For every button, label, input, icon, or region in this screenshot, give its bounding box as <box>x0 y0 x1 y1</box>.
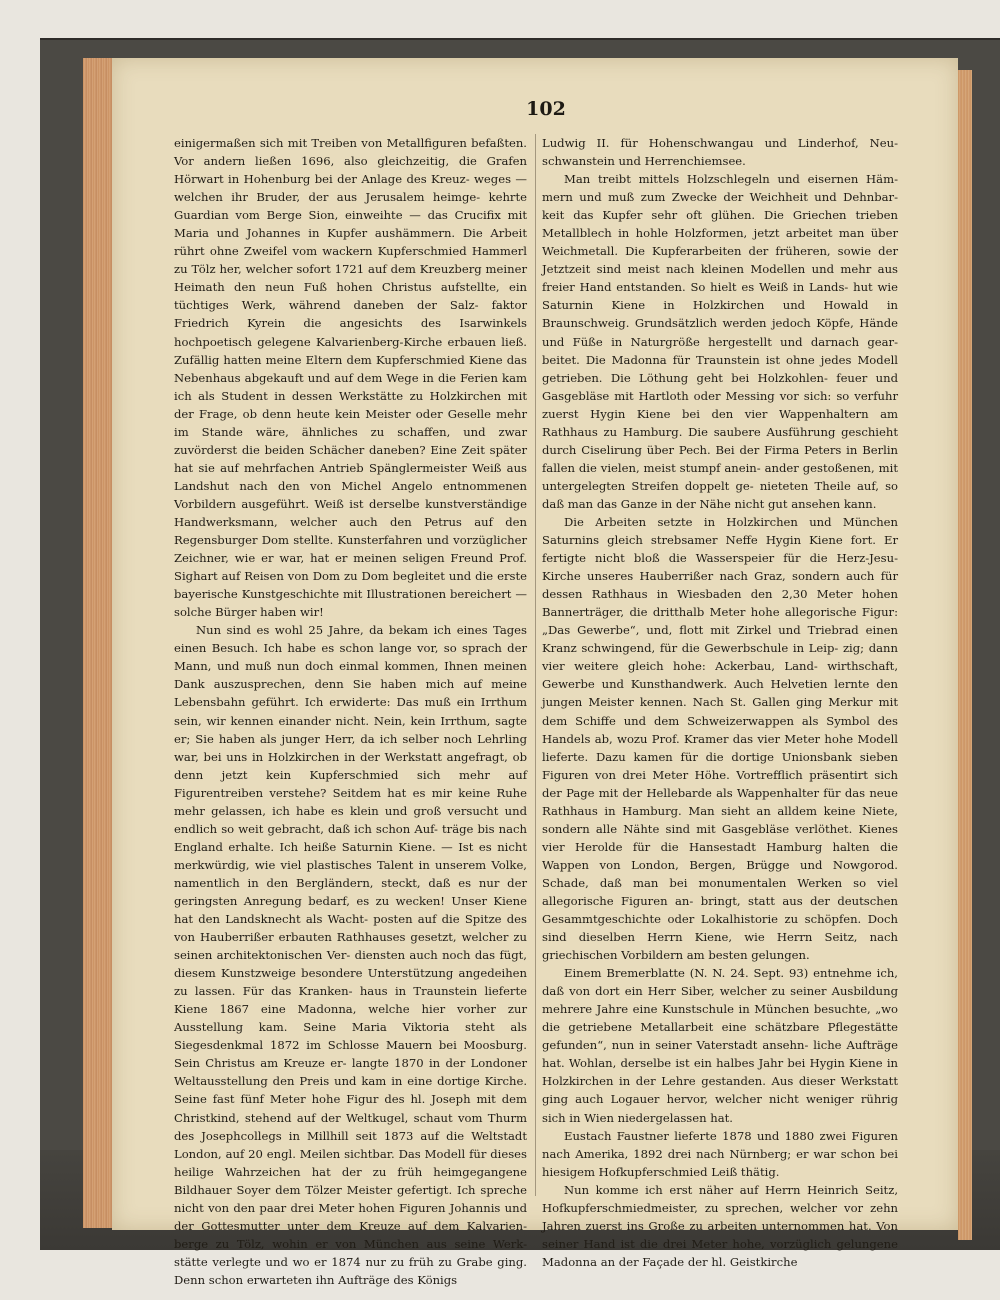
paragraph: Ludwig II. für Hohenschwangau und Linderhof, Neu- schwanstein und Herrenchiemsee. <box>542 136 898 169</box>
paragraph: Die Arbeiten setzte in Holzkirchen und München Saturnins gleich strebsamer Neffe Hygin Kiene fort. Er fertigte nicht bloß die Wasserspeier für die Herz-Jesu- Kirche unseres Hauberrißer nach Graz, sondern auch für dessen Rathhaus in Wiesbaden den 2,30 Meter hohen Bannerträger, die dritthalb Meter hohe allegorische Figur: „Das Gewerbe“, und, flott mit Zirkel und Triebrad einen Kranz schwingend, für die Gewerbschule in Leip- zig; dann vier weitere gleich hohe: Ackerbau, Land- wirthschaft, Gewerbe und Kunsthandwerk. Auch Helvetien lernte den jungen Meister kennen. Nach St. Gallen ging Merkur mit dem Schiffe und dem Schweizerwappen als Symbol des Handels ab, wozu Prof. Kramer das vier Meter hohe Modell lieferte. Dazu kamen für die dortige Unionsbank sieben Figuren von drei Meter Höhe. Vortrefflich präsentirt sich der Page mit der Hellebarde als Wappenhalter für das neue Rathhaus in Hamburg. Man sieht an alldem keine Niete, sondern alle Nähte sind mit Gasgebläse verlöthet. Kienes vier Herolde für die Hansestadt Hamburg halten die Wappen von London, Bergen, Brügge und Nowgorod. Schade, daß man bei monumentalen Werken so viel allegorische Figuren an- bringt, statt aus der deutschen Gesammtgeschichte oder Lokalhistorie zu schöpfen. Doch sind dieselben Herrn Kiene, wie Herrn Seitz, nach griechischen Vorbildern am besten gelungen. <box>542 514 898 963</box>
paragraph: Eustach Faustner lieferte 1878 und 1880 zwei Figuren nach Amerika, 1892 drei nach Nürnberg; er war schon bei hiesigem Hofkupferschmied Leiß thätig. <box>542 1128 898 1179</box>
paragraph: Einem Bremerblatte (N. N. 24. Sept. 93) entnehme ich, daß von dort ein Herr Siber, welcher zu seiner Ausbildung mehrere Jahre eine Kunstschule in München besuchte, „wo die getriebene Metallarbeit eine schätzbare Pflegestätte gefunden“, nun in seiner Vaterstadt ansehn- liche Aufträge hat. Wohlan, derselbe ist ein halbes Jahr bei Hygin Kiene in Holzkirchen in der Lehre gestanden. Aus dieser Werkstatt ging auch Logauer hervor, welcher nicht weniger rührig sich in Wien niedergelassen hat. <box>542 966 898 1125</box>
page-edges-right <box>958 70 972 1240</box>
left-text-column <box>174 134 527 1289</box>
paragraph: Nun sind es wohl 25 Jahre, da bekam ich eines Tages einen Besuch. Ich habe es schon lange vor, so sprach der Mann, und muß nun doch einmal kommen, Ihnen meinen Dank auszusprechen, denn Sie haben mich auf meine Lebensbahn geführt. Ich erwiderte: Das muß ein Irrthum sein, wir kennen einander nicht. Nein, kein Irrthum, sagte er; Sie haben als junger Herr, da ich selber noch Lehrling war, bei uns in Holzkirchen in der Werkstatt angefragt, ob denn jetzt kein Kupferschmied sich mehr auf Figurentreiben verstehe? Seitdem hat es mir keine Ruhe mehr gelassen, ich habe es klein und groß versucht und endlich so weit gebracht, daß ich schon Auf- träge bis nach England erhalte. Ich heiße Saturnin Kiene. — Ist es nicht merkwürdig, wie viel plastisches Talent in unserem Volke, namentlich in den Bergländern, steckt, daß es nur der geringsten Anregung bedarf, es zu wecken! Unser Kiene hat den Landsknecht als Wacht- posten auf die Spitze des von Hauberrißer erbauten Rathhauses gesetzt, welcher zu seinen architektonischen Ver- diensten auch noch das fügt, diesem Kunstzweige besondere Unterstützung angedeihen zu lassen. Für das Kranken- haus in Traunstein lieferte Kiene 1867 eine Madonna, welche hier vorher zur Ausstellung kam. Seine Maria Viktoria steht als Siegesdenkmal 1872 im Schlosse Mauern bei Moosburg. Sein Christus am Kreuze er- langte 1870 in der Londoner Weltausstellung den Preis und kam in eine dortige Kirche. Seine fast fünf Meter hohe Figur des hl. Joseph mit dem Christkind, stehend auf der Weltkugel, schaut vom Thurm des Josephcollegs in Millhill seit 1873 auf die Weltstadt London, auf 20 engl. Meilen sichtbar. Das Modell für dieses heilige Wahrzeichen hat der zu früh heimgegangene Bildhauer Soyer dem Tölzer Meister gefertigt. Ich spreche nicht von den paar drei Meter hohen Figuren Johannis und der Gottesmutter unter dem Kreuze auf dem Kalvarien- berge zu Tölz, wohin er von München aus seine Werk- stätte verlegte und wo er 1874 nur zu früh zu Grabe ging. Denn schon erwarteten ihn Aufträge des Königs <box>174 623 527 1287</box>
paragraph: Man treibt mittels Holzschlegeln und eisernen Häm- mern und muß zum Zwecke der Weichheit und Dehnbar- keit das Kupfer sehr oft glühen. Die Griechen trieben Metallblech in hohle Holzformen, jetzt arbeitet man über Weichmetall. Die Kupferarbeiten der früheren, sowie der Jetztzeit sind meist nach kleinen Modellen und mehr aus freier Hand entstanden. So hielt es Weiß in Lands- hut wie Saturnin Kiene in Holzkirchen und Howald in Braunschweig. Grundsätzlich werden jedoch Köpfe, Hände und Füße in Naturgröße hergestellt und darnach gear- beitet. Die Madonna für Traunstein ist ohne jedes Modell getrieben. Die Löthung geht bei Holzkohlen- feuer und Gasgebläse mit Hartloth oder Messing vor sich: so verfuhr zuerst Hygin Kiene bei den vier Wappenhaltern am Rathhaus zu Hamburg. Die saubere Ausführung geschieht durch Ciselirung über Pech. Bei der Firma Peters in Berlin fallen die vielen, meist stumpf anein- ander gestoßenen, mit untergelegten Streifen doppelt ge- nieteten Theile auf, so daß man das Ganze in der Nähe nicht gut ansehen kann. <box>542 172 898 511</box>
paragraph: einigermaßen sich mit Treiben von Metallfiguren befaßten. Vor andern ließen 1696, also gleichzeitig, die Grafen Hörwart in Hohenburg bei der Anlage des Kreuz- weges —welchen ihr Bruder, der aus Jerusalem heimge- kehrte Guardian vom Berge Sion, einweihte — das Crucifix mit Maria und Johannes in Kupfer aushämmern. Die Arbeit rührt ohne Zweifel vom wackern Kupferschmied Hammerl zu Tölz her, welcher sofort 1721 auf dem Kreuzberg meiner Heimath den neun Fuß hohen Christus aufstellte, ein tüchtiges Werk, während daneben der Salz- faktor Friedrich Kyrein die angesichts des Isarwinkels hochpoetisch gelegene Kalvarienberg-Kirche erbauen ließ. Zufällig hatten meine Eltern dem Kupferschmied Kiene das Nebenhaus abgekauft und auf dem Wege in die Ferien kam ich als Student in dessen Werkstätte zu Holzkirchen mit der Frage, ob denn heute kein Meister oder Geselle mehr im Stande wäre, ähnliches zu schaffen, und zwar zuvörderst die beiden Schächer daneben? Eine Zeit später hat sie auf mehrfachen Antrieb Spänglermeister Weiß aus Landshut nach den von Michel Angelo entnommenen Vorbildern ausgeführt. Weiß ist derselbe kunstverständige Handwerksmann, welcher auch den Petrus auf den Regensburger Dom stellte. Kunsterfahren und vorzüglicher Zeichner, wie er war, hat er meinen seligen Freund Prof. Sighart auf Reisen von Dom zu Dom begleitet und die erste bayerische Kunstgeschichte mit Illustrationen bereichert — solche Bürger haben wir! <box>174 136 527 620</box>
right-text-column <box>542 134 898 1271</box>
paragraph: Nun komme ich erst näher auf Herrn Heinrich Seitz, Hofkupferschmiedmeister, zu sprechen, welcher vor zehn Jahren zuerst ins Große zu arbeiten unternommen hat. Von seiner Hand ist die drei Meter hohe, vorzüglich gelungene Madonna an der Façade der hl. Geistkirche <box>542 1182 898 1269</box>
page-edges-left <box>83 58 113 1228</box>
column-divider <box>535 134 536 1196</box>
book-page <box>112 58 958 1287</box>
page-number: 102 <box>526 98 566 120</box>
